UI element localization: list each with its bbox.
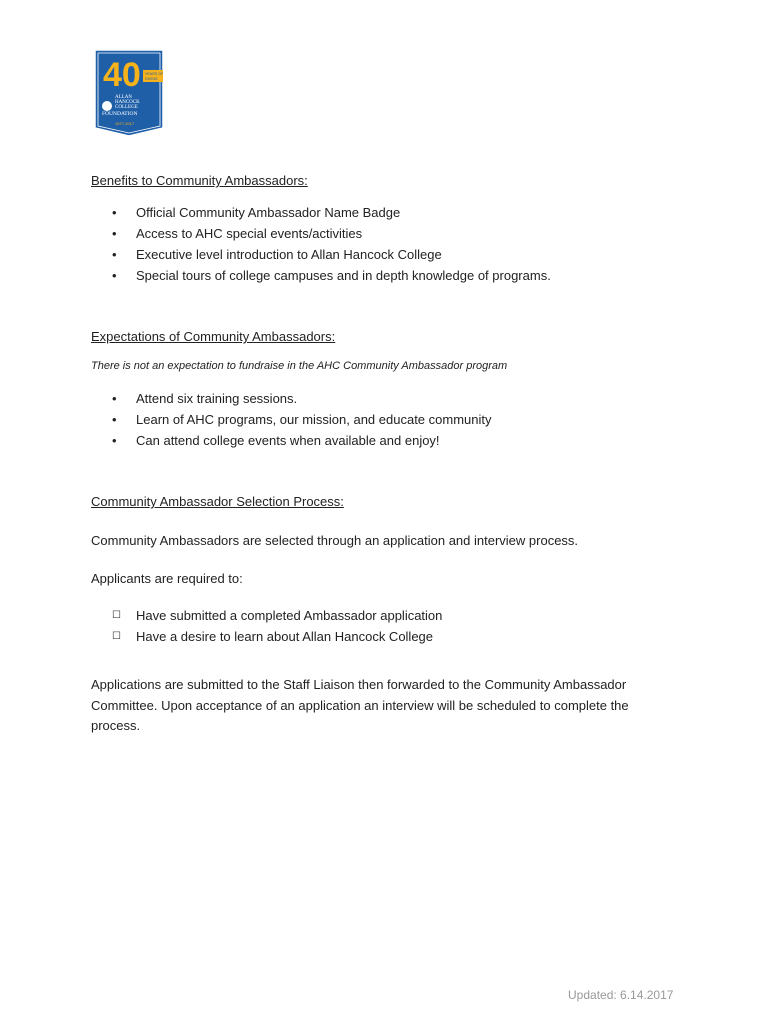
checkbox-icon: ☐ [112, 631, 121, 642]
bullet-icon: • [112, 247, 117, 262]
logo-number: 40 [103, 56, 141, 94]
logo-tagline-2: GIVING [145, 77, 158, 81]
foundation-logo [93, 48, 165, 138]
bullet-icon: • [112, 268, 117, 283]
logo-years: 1977-2017 [115, 121, 135, 126]
bullet-icon: • [112, 412, 117, 427]
benefits-heading: Benefits to Community Ambassadors: [91, 173, 308, 188]
expectations-list [91, 388, 492, 451]
list-item: • Attend six training sessions. [91, 388, 492, 409]
logo-org-4: FOUNDATION [102, 111, 138, 117]
list-item: • Official Community Ambassador Name Badge [91, 202, 551, 223]
list-item: • Executive level introduction to Allan Hancock College [91, 244, 551, 265]
expectations-heading: Expectations of Community Ambassadors: [91, 329, 336, 344]
requirements-checklist [91, 605, 442, 647]
list-item: • Learn of AHC programs, our mission, and educate community [91, 409, 492, 430]
list-item: ☐ Have submitted a completed Ambassador application [91, 605, 442, 626]
list-item: ☐ Have a desire to learn about Allan Hancock College [91, 626, 442, 647]
logo-tagline-1: YEARS OF [145, 72, 164, 76]
logo-org-2: HANCOCK [115, 100, 140, 105]
logo-org-1: ALLAN [115, 95, 132, 100]
closing-paragraph: Applications are submitted to the Staff Liaison then forwarded to the Community Ambassador Committee. Upon acceptance of an application an interview will be scheduled to complete the process. [91, 677, 629, 733]
updated-date: Updated: 6.14.2017 [568, 988, 674, 1002]
bullet-icon: • [112, 391, 117, 406]
list-item: • Access to AHC special events/activities [91, 223, 551, 244]
bullet-icon: • [112, 205, 117, 220]
fundraise-note: There is not an expectation to fundraise in the AHC Community Ambassador program [91, 360, 508, 372]
required-label: Applicants are required to: [91, 571, 243, 586]
list-item: • Can attend college events when available and enjoy! [91, 430, 492, 451]
list-item: • Special tours of college campuses and in depth knowledge of programs. [91, 265, 551, 286]
bullet-icon: • [112, 226, 117, 241]
selection-heading: Community Ambassador Selection Process: [91, 494, 344, 509]
bullet-icon: • [112, 433, 117, 448]
benefits-list [91, 202, 551, 286]
logo-org-3: COLLEGE [115, 105, 138, 110]
selection-intro: Community Ambassadors are selected through an application and interview process. [91, 533, 579, 548]
checkbox-icon: ☐ [112, 610, 121, 621]
